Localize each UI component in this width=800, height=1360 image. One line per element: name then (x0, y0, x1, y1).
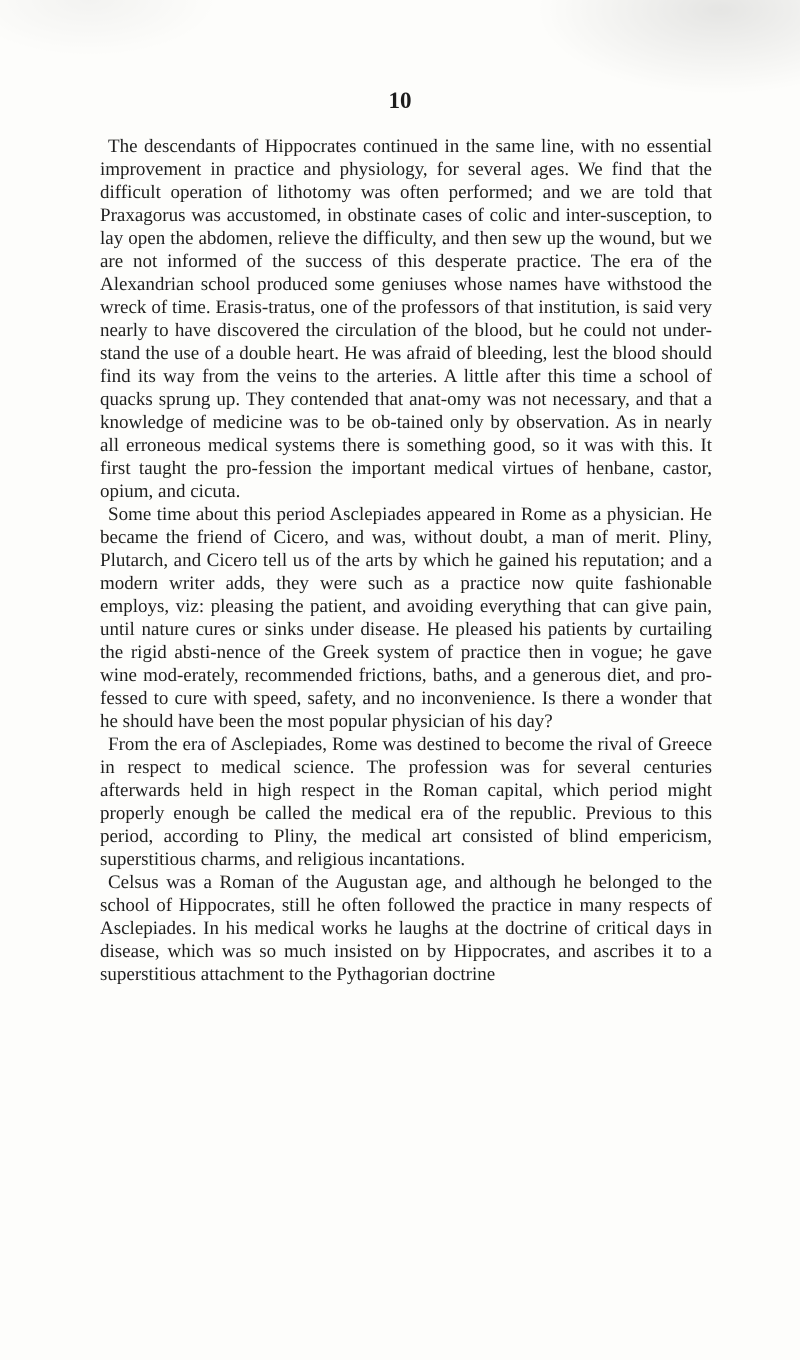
paragraph-rome-rival: From the era of Asclepiades, Rome was destined to become the rival of Greece in respect to medical science. The profession was for several centuries afterwards held in high respect in the Roman capital, which period might properly enough be called the medical era of the republic. Previous to this period, according to Pliny, the medical art consisted of blind empericism, superstitious charms, and religious incantations. (100, 734, 712, 870)
paragraph-celsus: Celsus was a Roman of the Augustan age, and although he belonged to the school of Hippocrates, still he often followed the practice in many respects of Asclepiades. In his medical works he laughs at the doctrine of critical days in disease, which was so much insisted on by Hippocrates, and ascribes it to a superstitious attachment to the Pythagorian doctrine (100, 872, 712, 985)
body-text (100, 135, 712, 986)
paragraph-asclepiades: Some time about this period Asclepiades appeared in Rome as a physician. He became the friend of Cicero, and was, without doubt, a man of merit. Pliny, Plutarch, and Cicero tell us of the arts by which he gained his reputation; and a modern writer adds, they were such as a practice now quite fashionable employs, viz: pleasing the patient, and avoiding everything that can give pain, until nature cures or sinks under disease. He pleased his patients by curtailing the rigid absti-nence of the Greek system of practice then in vogue; he gave wine mod-erately, recommended frictions, baths, and a generous diet, and pro-fessed to cure with speed, safety, and no inconvenience. Is there a wonder that he should have been the most popular physician of his day? (100, 504, 712, 732)
page-number: 10 (388, 88, 412, 113)
paragraph-hippocrates-descendants: The descendants of Hippocrates continued in the same line, with no essential improvement in practice and physiology, for several ages. We find that the difficult operation of lithotomy was often performed; and we are told that Praxagorus was accustomed, in obstinate cases of colic and inter-susception, to lay open the abdomen, relieve the difficulty, and then sew up the wound, but we are not informed of the success of this desperate practice. The era of the Alexandrian school produced some geniuses whose names have withstood the wreck of time. Erasis-tratus, one of the professors of that institution, is said very nearly to have discovered the circulation of the blood, but he could not under-stand the use of a double heart. He was afraid of bleeding, lest the blood should find its way from the veins to the arteries. A little after this time a school of quacks sprung up. They contended that anat-omy was not necessary, and that a knowledge of medicine was to be ob-tained only by observation. As in nearly all erroneous medical systems there is something good, so it was with this. It first taught the pro-fession the important medical virtues of henbane, castor, opium, and cicuta. (100, 136, 712, 502)
